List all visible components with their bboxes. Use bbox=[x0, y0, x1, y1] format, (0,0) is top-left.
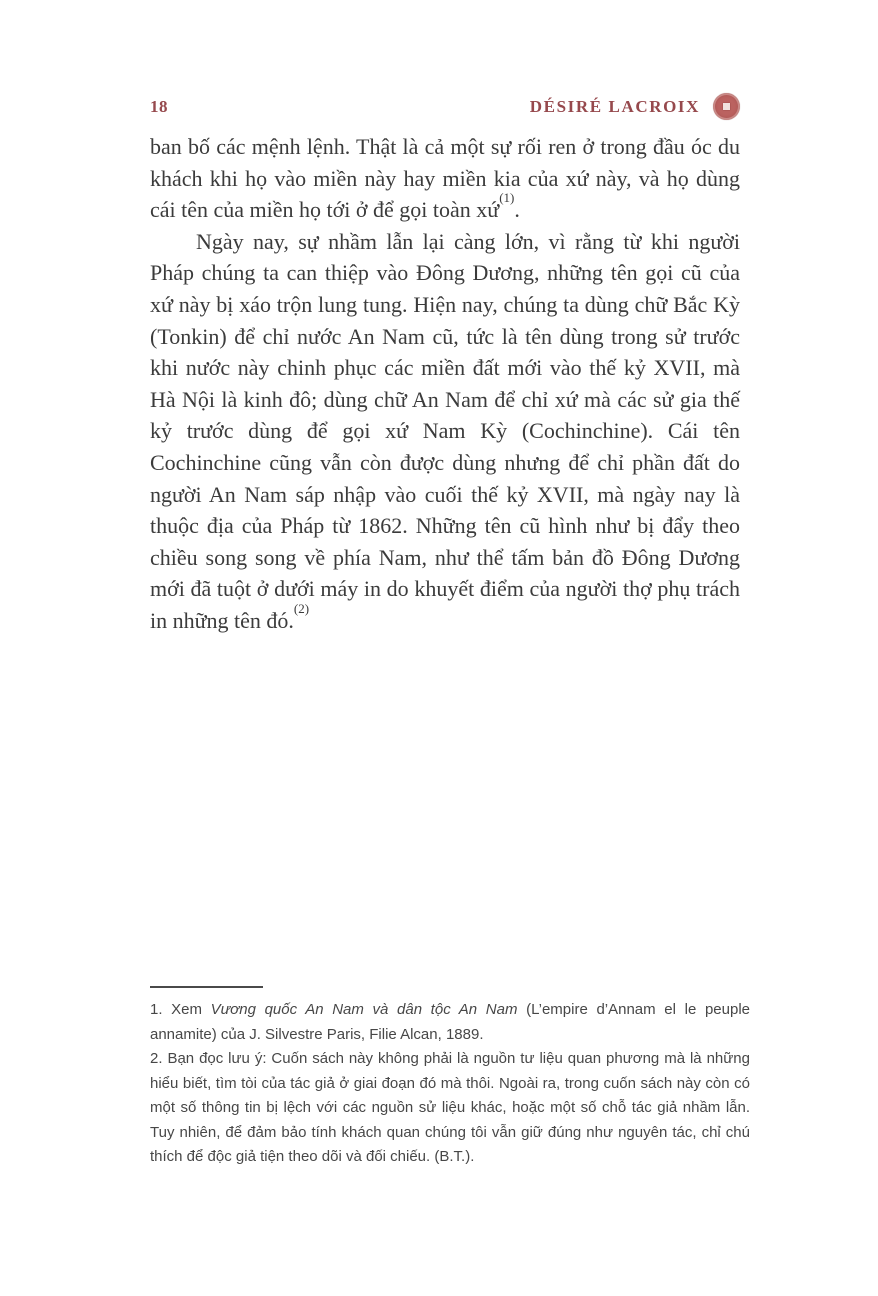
paragraph-text: ban bố các mệnh lệnh. Thật là cả một sự rối ren ở trong đầu óc du khách khi họ vào miền này hay miền kia của xứ này, và họ dùng cái tên của miền họ tới ở để gọi toàn xứ bbox=[150, 134, 740, 223]
footnote-book-title: Vương quốc An Nam và dân tộc An Nam bbox=[210, 1001, 518, 1018]
body-text bbox=[150, 131, 740, 637]
paragraph bbox=[150, 131, 740, 226]
footnote-text: 2. Bạn đọc lưu ý: Cuốn sách này không phải là nguồn tư liệu quan phương mà là những hiểu biết, tìm tòi của tác giả ở giai đoạn đó mà thôi. Ngoài ra, trong cuốn sách này còn có một số thông tin bị lệch với các nguồn sử liệu khác, hoặc một số chỗ tác giả nhầm lẫn. Tuy nhiên, để đảm bảo tính khách quan chúng tôi vẫn giữ đúng như nguyên tác, chỉ chú thích để độc giả tiện theo dõi và đối chiếu. (B.T.). bbox=[150, 1050, 750, 1165]
footnote-prefix: 1. Xem bbox=[150, 1001, 211, 1018]
header-right-group bbox=[530, 93, 740, 120]
footnote-ref-2: (2) bbox=[293, 600, 310, 616]
footnote-2 bbox=[150, 1047, 750, 1170]
paragraph-text: Ngày nay, sự nhầm lẫn lại càng lớn, vì rằng từ khi người Pháp chúng ta can thiệp vào Đông Dương, những tên gọi cũ của xứ này bị xáo trộn lung tung. Hiện nay, chúng ta dùng chữ Bắc Kỳ (Tonkin) để chỉ nước An Nam cũ, tức là tên dùng trong sử trước khi nước này chinh phục các miền đất mới vào thế kỷ XVII, mà Hà Nội là kinh đô; dùng chữ An Nam để chỉ xứ mà các sử gia thế kỷ trước dùng để gọi xứ Nam Kỳ (Cochinchine). Cái tên Cochinchine cũng vẫn còn được dùng nhưng để chỉ phần đất do người An Nam sáp nhập vào cuối thế kỷ XVII, mà ngày nay là thuộc địa của Pháp từ 1862. Những tên cũ hình như bị đẩy theo chiều song song về phía Nam, như thể tấm bản đồ Đông Dương mới đã tuột ở dưới máy in do khuyết điểm của người thợ phụ trách in những tên đó. bbox=[150, 228, 740, 633]
coin-icon bbox=[713, 93, 740, 120]
paragraph bbox=[150, 226, 740, 637]
paragraph-text-after-ref: . bbox=[514, 197, 520, 223]
running-title: DÉSIRÉ LACROIX bbox=[529, 96, 700, 116]
footnote-suffix: (L’empire d’Annam el le peuple annamite) của J. Silvestre Paris, Filie Alcan, 1889. bbox=[150, 1001, 750, 1043]
footnote-ref-1: (1) bbox=[499, 189, 515, 205]
footnote-divider bbox=[150, 986, 263, 988]
footnote-1 bbox=[150, 998, 750, 1047]
footnotes-section bbox=[150, 986, 750, 1170]
page-number: 18 bbox=[150, 96, 168, 116]
running-header bbox=[150, 93, 740, 120]
